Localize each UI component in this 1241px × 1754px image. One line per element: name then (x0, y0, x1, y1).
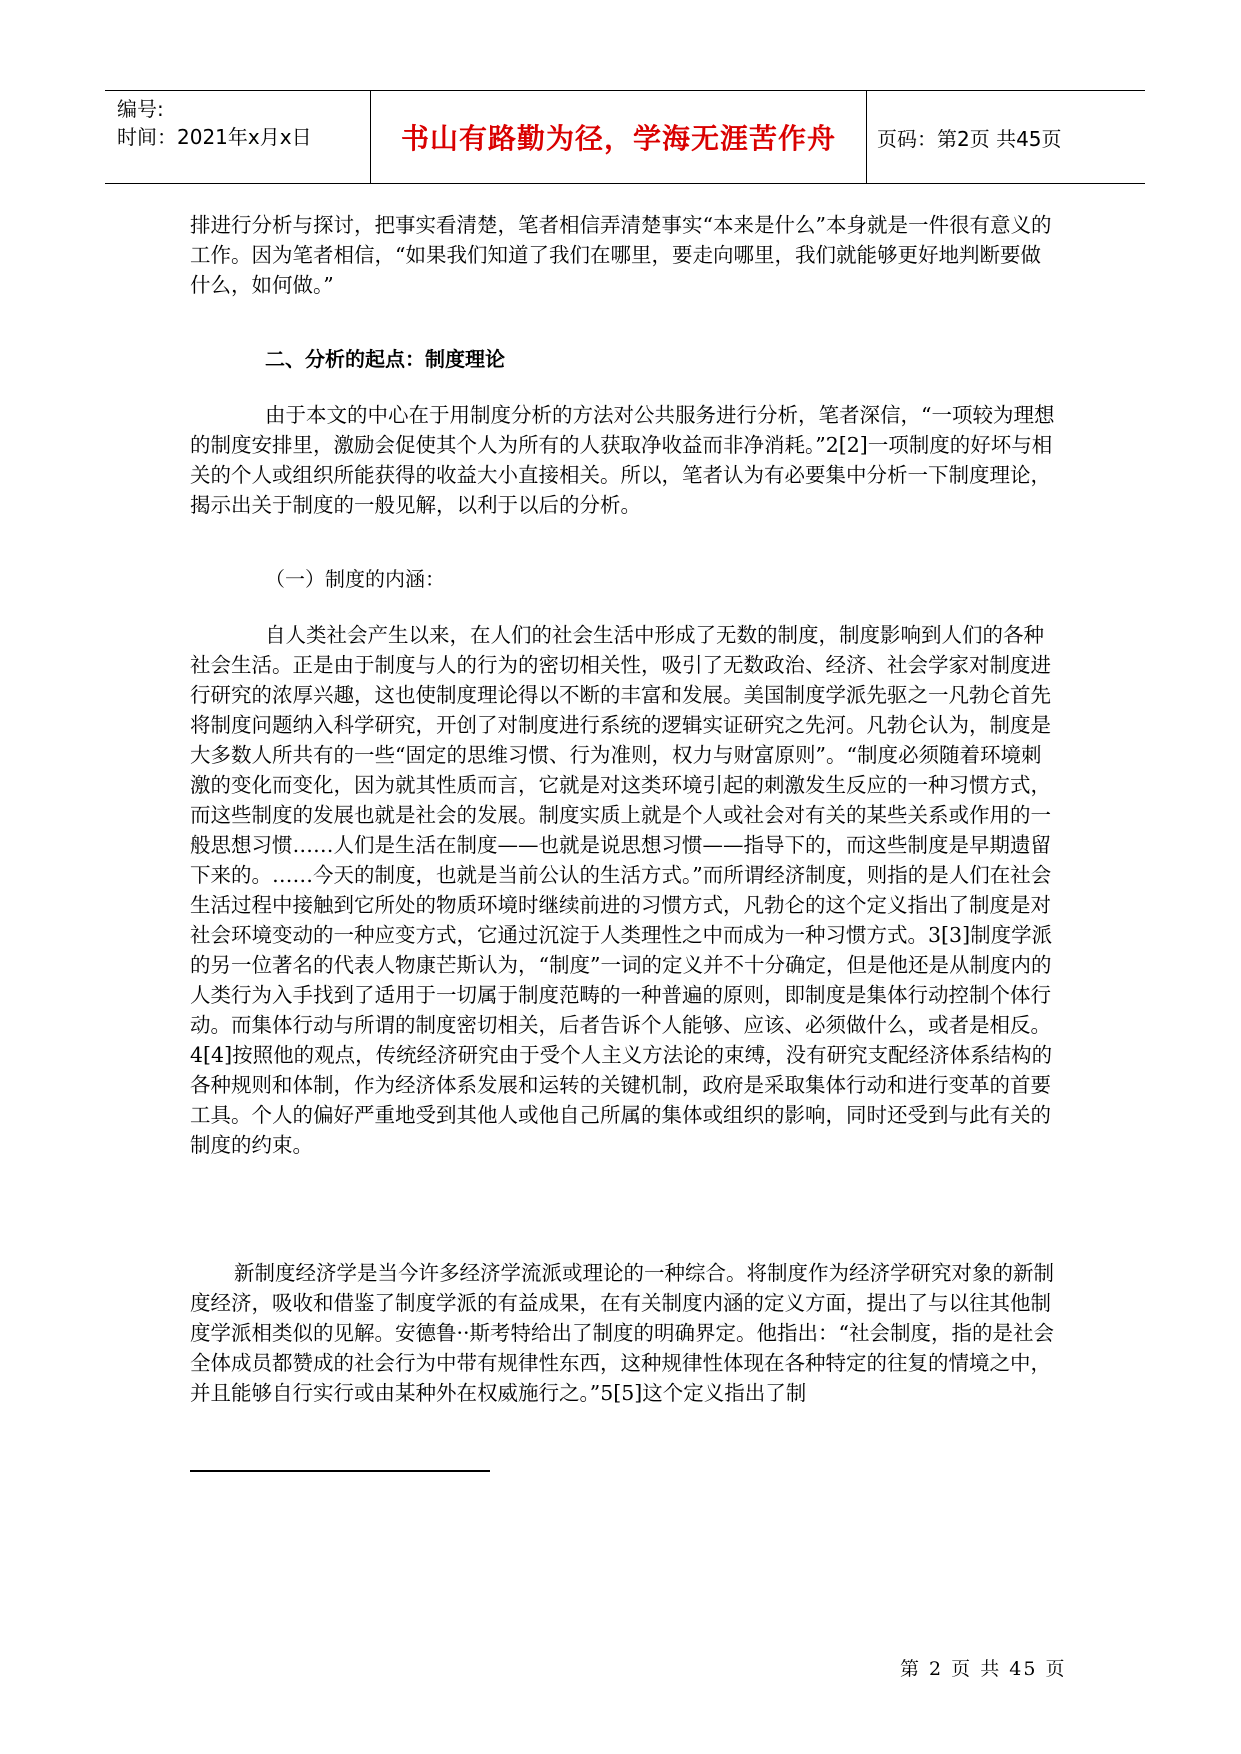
paragraph-new-institutional-economics-text: 新制度经济学是当今许多经济学流派或理论的一种综合。将制度作为经济学研究对象的新制度经济，吸收和借鉴了制度学派的有益成果，在有关制度内涵的定义方面，提出了与以往其他制度学派相类似的见解。安德鲁··斯考特给出了制度的明确界定。他指出：“社会制度，指的是社会全体成员都赞成的社会行为中带有规律性东西，这种规律性体现在各种特定的往复的情境之中，并且能够自行实行或由某种外在权威施行之。”5[5]这个定义指出了制 (190, 1261, 1055, 1405)
footnote-separator (190, 1470, 490, 1472)
paragraph-institution-purpose-text: 由于本文的中心在于用制度分析的方法对公共服务进行分析，笔者深信，“一项较为理想的制度安排里，激励会促使其个人为所有的人获取净收益而非净消耗。”2[2]一项制度的好坏与相关的个人或组织所能获得的收益大小直接相关。所以，笔者认为有必要集中分析一下制度理论，揭示出关于制度的一般见解，以利于以后的分析。 (190, 403, 1055, 517)
paragraph-institution-theory (190, 620, 1060, 1160)
paragraph-intro-text: 排进行分析与探讨，把事实看清楚，笔者相信弄清楚事实“本来是什么”本身就是一件很有意义的工作。因为笔者相信，“如果我们知道了我们在哪里，要走向哪里，我们就能够更好地判断要做什么，如何做。” (190, 213, 1052, 297)
header-meta (105, 91, 370, 183)
paragraph-intro (190, 210, 1060, 300)
paragraph-institution-theory-text: 自人类社会产生以来，在人们的社会生活中形成了无数的制度，制度影响到人们的各种社会生活。正是由于制度与人的行为的密切相关性，吸引了无数政治、经济、社会学家对制度进行研究的浓厚兴趣，这也使制度理论得以不断的丰富和发展。美国制度学派先驱之一凡勃仑首先将制度问题纳入科学研究，开创了对制度进行系统的逻辑实证研究之先河。凡勃仑认为，制度是大多数人所共有的一些“固定的思维习惯、行为准则，权力与财富原则”。“制度必须随着环境刺激的变化而变化，因为就其性质而言，它就是对这类环境引起的刺激发生反应的一种习惯方式，而这些制度的发展也就是社会的发展。制度实质上就是个人或社会对有关的某些关系或作用的一般思想习惯……人们是生活在制度——也就是说思想习惯——指导下的，而这些制度是早期遗留下来的。……今天的制度，也就是当前公认的生活方式。”而所谓经济制度，则指的是人们在社会生活过程中接触到它所处的物质环境时继续前进的习惯方式，凡勃仑的这个定义指出了制度是对社会环境变动的一种应变方式，它通过沉淀于人类理性之中而成为一种习惯方式。3[3]制度学派的另一位著名的代表人物康芒斯认为，“制度”一词的定义并不十分确定，但是他还是从制度内的人类行为入手找到了适用于一切属于制度范畴的一种普遍的原则，即制度是集体行动控制个体行动。而集体行动与所谓的制度密切相关，后者告诉个人能够、应该、必须做什么，或者是相反。4[4]按照他的观点，传统经济研究由于受个人主义方法论的束缚，没有研究支配经济体系结构的各种规则和体制，作为经济体系发展和运转的关键机制，政府是采取集体行动和进行变革的首要工具。个人的偏好严重地受到其他人或他自己所属的集体或组织的影响，同时还受到与此有关的制度的约束。 (190, 623, 1053, 1157)
document-number-label: 编号: (117, 97, 164, 121)
header-motto: 书山有路勤为径，学海无涯苦作舟 (400, 122, 836, 155)
header-motto-cell (370, 91, 867, 183)
page-footer: 第 2 页 共 45 页 (900, 1658, 1067, 1680)
header-page-info: 页码：第2页 共45页 (877, 126, 1062, 151)
page-header (105, 90, 1145, 184)
document-time-label: 时间：2021年x月x日 (117, 125, 312, 149)
paragraph-new-institutional-economics (190, 1258, 1060, 1408)
section-heading: 二、分析的起点：制度理论 (265, 347, 505, 371)
subsection-heading: （一）制度的内涵： (265, 567, 445, 591)
paragraph-institution-purpose (190, 400, 1060, 520)
